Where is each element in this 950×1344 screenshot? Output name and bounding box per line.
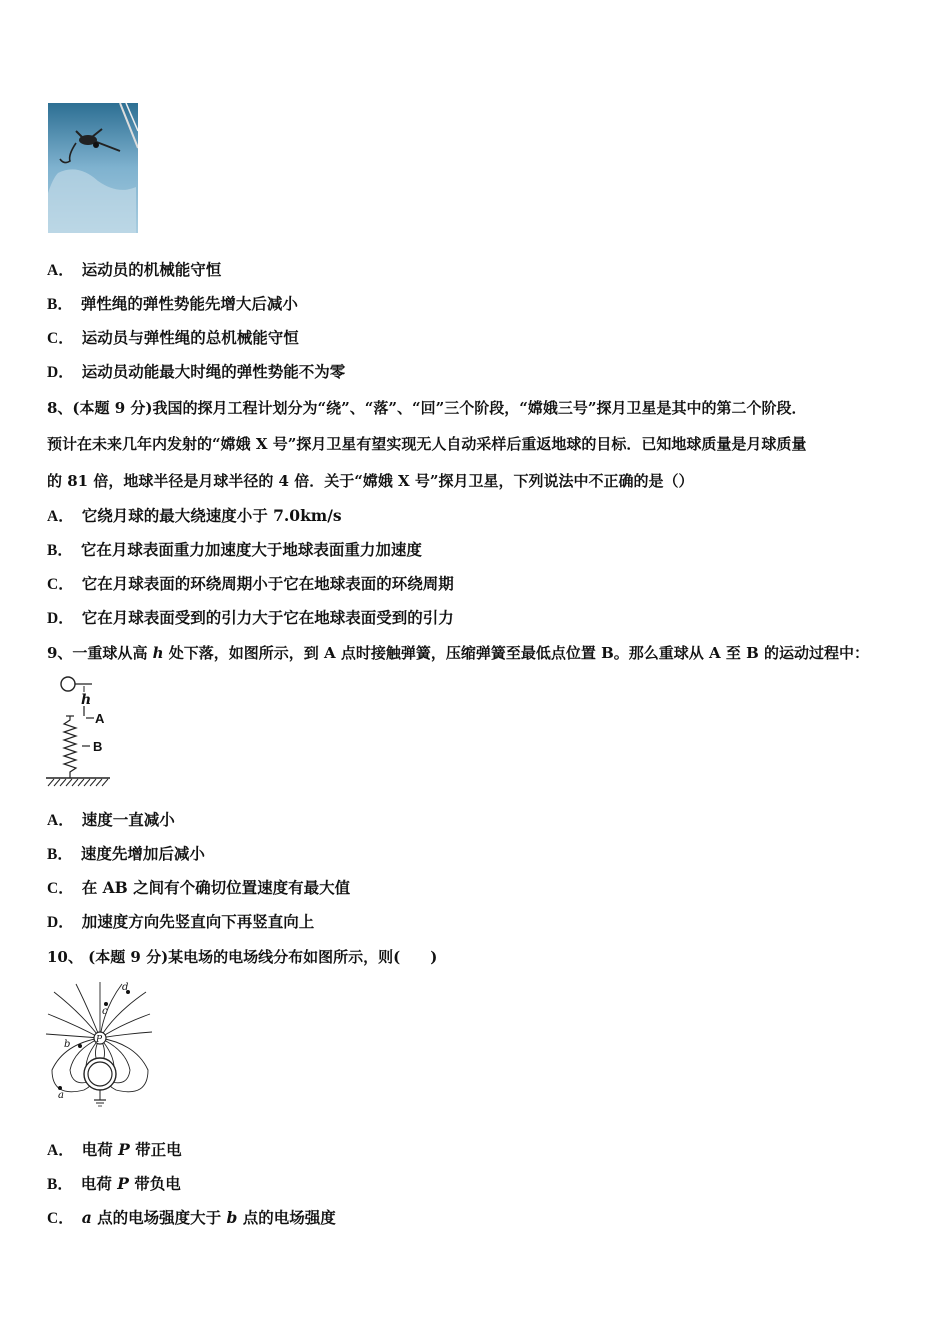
height-label: h	[81, 692, 92, 708]
q10-stem: 10、 (本题 9 分)某电场的电场线分布如图所示，则( )	[47, 948, 438, 966]
q7-option-b: B． 弹性绳的弹性势能先增大后减小	[47, 294, 298, 313]
point-d-label: d	[122, 982, 129, 993]
point-a-label: A	[95, 711, 105, 726]
q7-option-d: D． 运动员动能最大时绳的弹性势能不为零	[47, 362, 346, 381]
q8-stem-line3: 的 81 倍，地球半径是月球半径的 4 倍．关于“嫦娥 X 号”探月卫星，下列说法中不正确的是（）	[47, 472, 694, 490]
q10-option-c: C． a 点的电场强度大于 b 点的电场强度	[47, 1208, 336, 1227]
q8-option-d: D． 它在月球表面受到的引力大于它在地球表面受到的引力	[47, 608, 454, 627]
q7-option-c: C． 运动员与弹性绳的总机械能守恒	[47, 328, 299, 347]
bungee-jumper-photo	[48, 103, 138, 233]
q9-stem: 9、一重球从高 h 处下落，如图所示，到 A 点时接触弹簧，压缩弹簧至最低点位置 B。那么重球从 A 至 B 的运动过程中：	[47, 644, 869, 662]
point-b-label: B	[93, 739, 103, 754]
electric-field-diagram	[44, 978, 156, 1114]
point-c-label: c	[102, 1006, 108, 1017]
q8-option-b: B． 它在月球表面重力加速度大于地球表面重力加速度	[47, 540, 422, 559]
spring	[64, 716, 76, 778]
conductor-ring-outer	[84, 1058, 116, 1090]
q8-option-c: C． 它在月球表面的环绕周期小于它在地球表面的环绕周期	[47, 574, 454, 593]
q8-stem-line2: 预计在未来几年内发射的“嫦娥 X 号”探月卫星有望实现无人自动采样后重返地球的目标．已知地球质量是月球质量	[47, 435, 807, 453]
charge-p-label: P	[96, 1035, 103, 1045]
spring-ball-diagram	[44, 672, 114, 794]
q10-option-a: A． 电荷 P 带正电	[47, 1140, 182, 1159]
q8-option-a: A． 它绕月球的最大绕速度小于 7.0km/s	[47, 506, 342, 525]
q8-stem-line1: 8、(本题 9 分)我国的探月工程计划分为“绕”、“落”、“回”三个阶段，“嫦娥三号”探月卫星是其中的第二个阶段．	[47, 399, 807, 417]
q9-option-b: B． 速度先增加后减小	[47, 844, 205, 863]
q9-option-a: A． 速度一直减小	[47, 810, 175, 829]
point-b-label: b	[64, 1039, 71, 1050]
q10-option-b: B． 电荷 P 带负电	[47, 1174, 181, 1193]
q9-option-c: C． 在 AB 之间有个确切位置速度有最大值	[47, 878, 351, 897]
ball	[61, 677, 75, 691]
q7-option-a: A． 运动员的机械能守恒	[47, 260, 222, 279]
point-a-label: a	[58, 1090, 64, 1101]
q9-option-d: D． 加速度方向先竖直向下再竖直向上	[47, 912, 315, 931]
